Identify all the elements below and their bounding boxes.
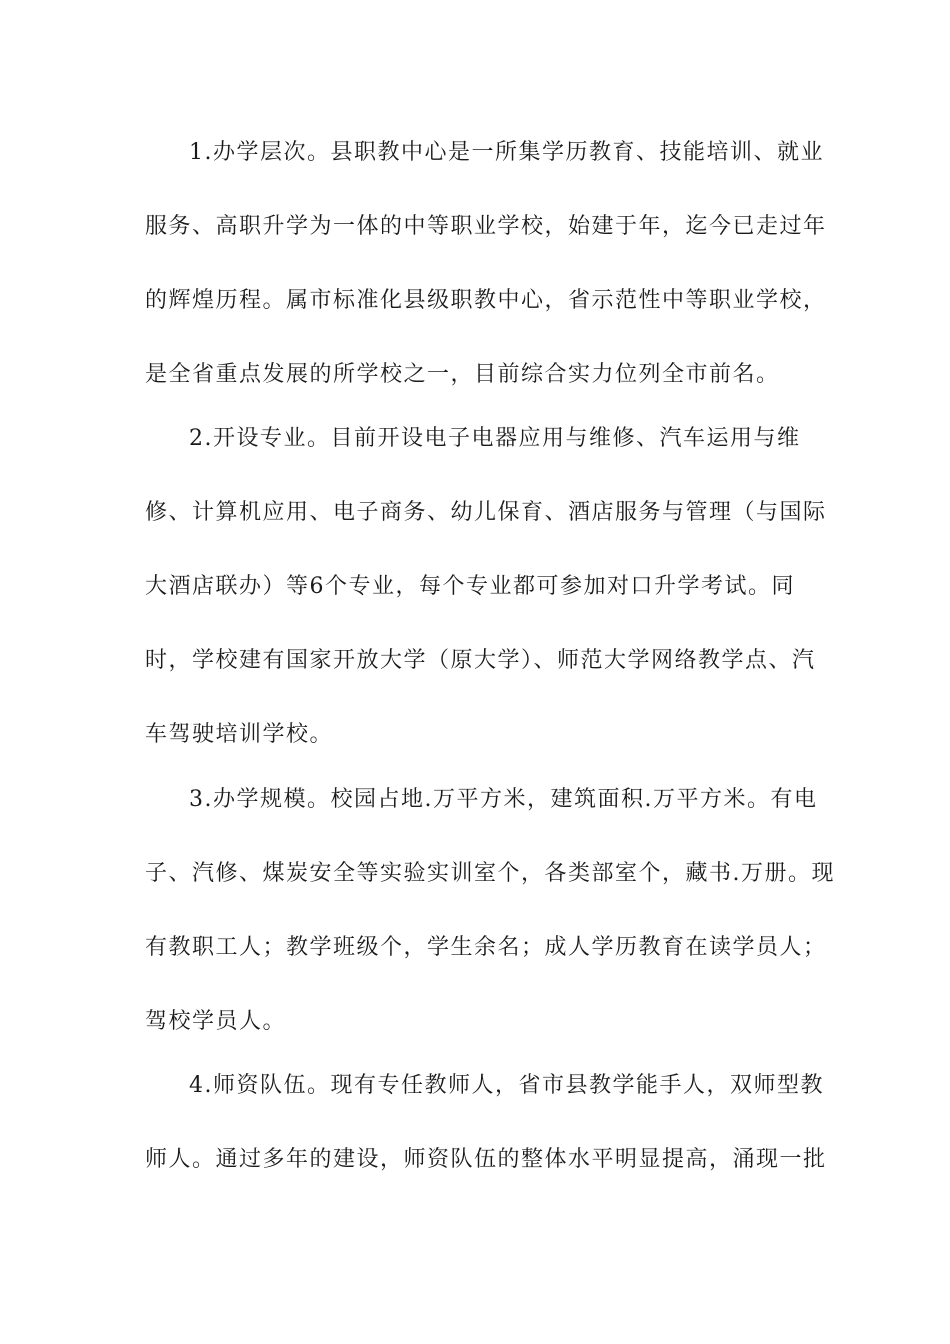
paragraph-4-line-2: 师人。通过多年的建设，师资队伍的整体水平明显提高，涌现一批	[145, 1147, 827, 1172]
paragraph-2-line-4: 时，学校建有国家开放大学（原大学）、师范大学网络教学点、汽	[145, 648, 816, 673]
paragraph-2-line-5: 车驾驶培训学校。	[145, 722, 334, 747]
paragraph-1-line-1: 1.办学层次。县职教中心是一所集学历教育、技能培训、就业	[189, 140, 824, 165]
paragraph-3-line-2: 子、汽修、煤炭安全等实验实训室个，各类部室个，藏书.万册。现	[145, 861, 835, 886]
paragraph-1-line-3: 的辉煌历程。属市标准化县级职教中心，省示范性中等职业学校，	[145, 288, 827, 313]
paragraph-2-line-1: 2.开设专业。目前开设电子电器应用与维修、汽车运用与维	[189, 426, 801, 451]
paragraph-2-line-3: 大酒店联办）等6个专业，每个专业都可参加对口升学考试。同	[145, 574, 795, 599]
paragraph-1-line-4: 是全省重点发展的所学校之一，目前综合实力位列全市前名。	[145, 362, 780, 387]
paragraph-4-line-1: 4.师资队伍。现有专任教师人，省市县教学能手人，双师型教	[189, 1073, 824, 1098]
paragraph-1-line-2: 服务、高职升学为一体的中等职业学校，始建于年，迄今已走过年	[145, 214, 827, 239]
paragraph-3-line-4: 驾校学员人。	[145, 1009, 287, 1034]
paragraph-3-line-1: 3.办学规模。校园占地.万平方米，建筑面积.万平方米。有电	[189, 787, 818, 812]
paragraph-3-line-3: 有教职工人；教学班级个，学生余名；成人学历教育在读学员人；	[145, 935, 827, 960]
paragraph-2-line-2: 修、计算机应用、电子商务、幼儿保育、酒店服务与管理（与国际	[145, 500, 827, 525]
